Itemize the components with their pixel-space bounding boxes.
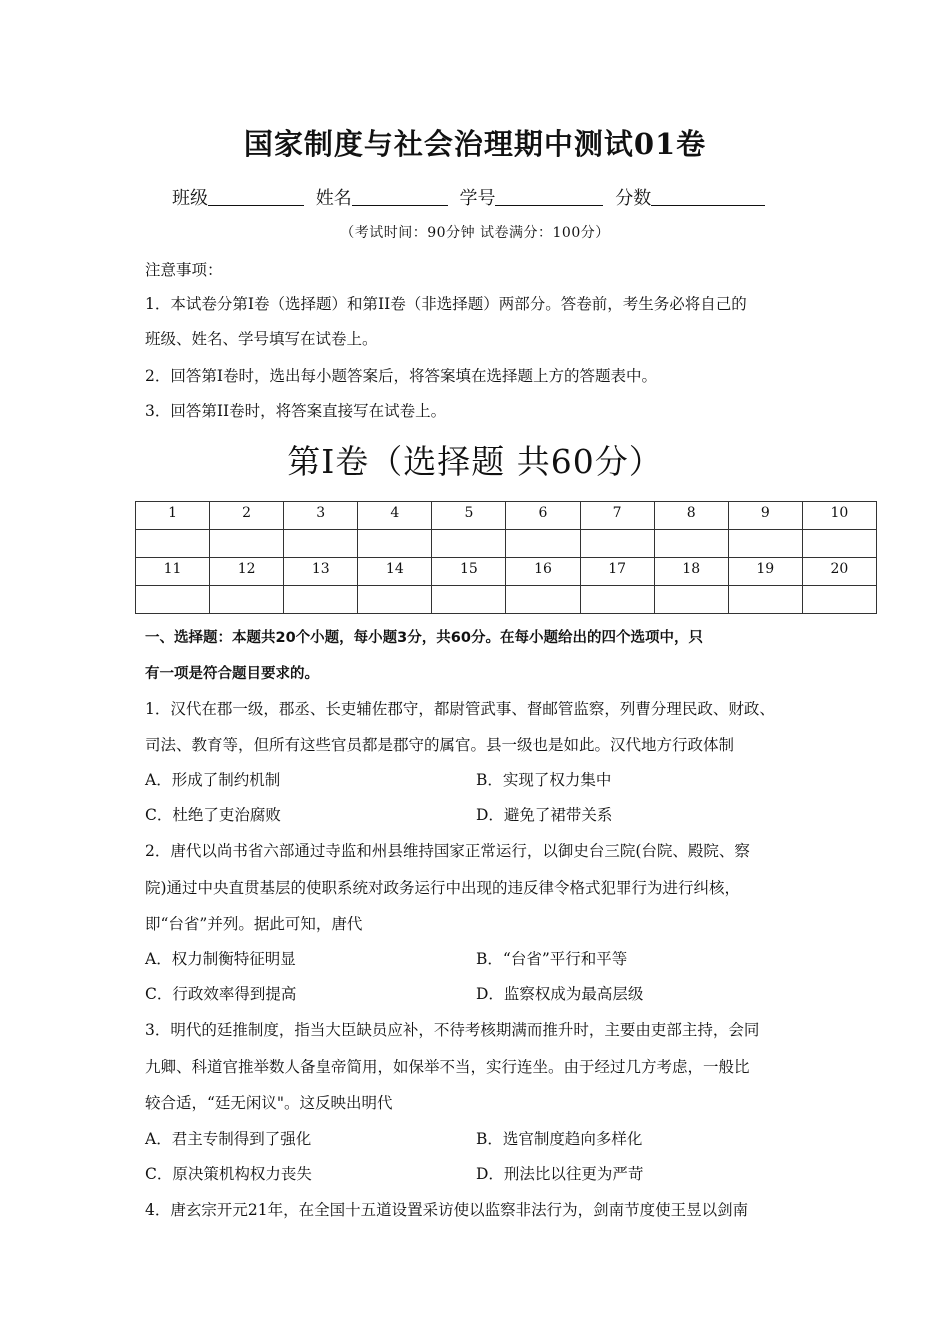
answer-cell[interactable] [358, 586, 432, 614]
id-label: 学号 [459, 188, 496, 209]
q2-option-d[interactable]: D．监察权成为最高层级 [476, 985, 644, 1003]
notice-heading: 注意事项： [145, 261, 223, 279]
question-number: 18 [654, 558, 728, 586]
answer-blank-row [136, 586, 877, 614]
question-number: 6 [506, 502, 580, 530]
answer-cell[interactable] [210, 530, 284, 558]
q1-option-b[interactable]: B．实现了权力集中 [476, 771, 612, 789]
answer-cell[interactable] [284, 586, 358, 614]
answer-cell[interactable] [654, 530, 728, 558]
score-blank[interactable] [651, 189, 765, 206]
answer-cell[interactable] [506, 586, 580, 614]
q2-option-a[interactable]: A．权力制衡特征明显 [145, 950, 296, 968]
question-number: 5 [432, 502, 506, 530]
question-4-stem: 4．唐玄宗开元21年，在全国十五道设置采访使以监察非法行为，剑南节度使王昱以剑南 [145, 1201, 749, 1219]
q1-option-d[interactable]: D．避免了裙带关系 [476, 806, 613, 824]
answer-cell[interactable] [432, 586, 506, 614]
class-blank[interactable] [208, 189, 304, 206]
question-number: 4 [358, 502, 432, 530]
answer-cell[interactable] [580, 530, 654, 558]
question-number: 8 [654, 502, 728, 530]
q1-option-a[interactable]: A．形成了制约机制 [145, 771, 281, 789]
answer-cell[interactable] [506, 530, 580, 558]
question-number: 13 [284, 558, 358, 586]
class-label: 班级 [172, 188, 208, 209]
answer-cell[interactable] [210, 586, 284, 614]
question-number: 2 [210, 502, 284, 530]
answer-cell[interactable] [432, 530, 506, 558]
answer-number-row [136, 558, 877, 586]
exam-time: （考试时间：90分钟 试卷满分：100分） [340, 225, 610, 241]
answer-cell[interactable] [802, 530, 876, 558]
question-number: 9 [728, 502, 802, 530]
question-2-stem: 即“台省”并列。据此可知，唐代 [145, 915, 363, 933]
answer-cell[interactable] [654, 586, 728, 614]
question-3-stem: 九卿、科道官推举数人备皇帝简用，如保举不当，实行连坐。由于经过几方考虑，一般比 [145, 1058, 750, 1076]
question-number: 11 [136, 558, 210, 586]
notice-line: 班级、姓名、学号填写在试卷上。 [145, 330, 378, 348]
answer-cell[interactable] [580, 586, 654, 614]
answer-cell[interactable] [358, 530, 432, 558]
q3-option-c[interactable]: C．原决策机构权力丧失 [145, 1165, 312, 1183]
q3-option-b[interactable]: B．选官制度趋向多样化 [476, 1130, 643, 1148]
name-blank[interactable] [352, 189, 448, 206]
exam-title: 国家制度与社会治理期中测试01卷 [243, 127, 707, 161]
score-label: 分数 [615, 188, 652, 209]
question-number: 17 [580, 558, 654, 586]
answer-cell[interactable] [728, 530, 802, 558]
q3-option-d[interactable]: D．刑法比以往更为严苛 [476, 1165, 644, 1183]
name-label: 姓名 [315, 188, 352, 209]
question-number: 20 [802, 558, 876, 586]
answer-number-row [136, 502, 877, 530]
question-number: 3 [284, 502, 358, 530]
notice-line: 1．本试卷分第I卷（选择题）和第II卷（非选择题）两部分。答卷前，考生务必将自己的 [145, 295, 747, 313]
question-number: 15 [432, 558, 506, 586]
q3-option-a[interactable]: A．君主专制得到了强化 [145, 1130, 312, 1148]
question-3-stem: 3．明代的廷推制度，指当大臣缺员应补，不待考核期满而推升时，主要由吏部主持，会同 [145, 1021, 760, 1039]
question-number: 10 [802, 502, 876, 530]
answer-cell[interactable] [284, 530, 358, 558]
section-title: 第I卷（选择题 共60分） [287, 442, 663, 481]
question-2-stem: 院)通过中央直贯基层的使职系统对政务运行中出现的违反律令格式犯罪行为进行纠核， [145, 879, 741, 897]
answer-cell[interactable] [728, 586, 802, 614]
answer-cell[interactable] [136, 586, 210, 614]
answer-blank-row [136, 530, 877, 558]
question-1-stem: 司法、教育等，但所有这些官员都是郡守的属官。县一级也是如此。汉代地方行政体制 [145, 736, 735, 754]
question-3-stem: 较合适，“廷无闲议"。这反映出明代 [145, 1094, 393, 1112]
id-blank[interactable] [495, 189, 603, 206]
question-number: 1 [136, 502, 210, 530]
instructions-line: 有一项是符合题目要求的。 [145, 666, 319, 682]
question-number: 19 [728, 558, 802, 586]
question-2-stem: 2．唐代以尚书省六部通过寺监和州县维持国家正常运行，以御史台三院(台院、殿院、察 [145, 842, 750, 860]
answer-cell[interactable] [802, 586, 876, 614]
instructions-line: 一、选择题：本题共20个小题，每小题3分，共60分。在每小题给出的四个选项中，只 [145, 630, 703, 646]
answer-table [135, 501, 877, 614]
q1-option-c[interactable]: C．杜绝了吏治腐败 [145, 806, 281, 824]
question-number: 12 [210, 558, 284, 586]
q2-option-c[interactable]: C．行政效率得到提高 [145, 985, 297, 1003]
question-number: 14 [358, 558, 432, 586]
question-1-stem: 1．汉代在郡一级，郡丞、长吏辅佐郡守，都尉管武事、督邮管监察，列曹分理民政、财政、 [145, 700, 775, 718]
notice-line: 3．回答第II卷时，将答案直接写在试卷上。 [145, 402, 447, 420]
question-number: 7 [580, 502, 654, 530]
notice-line: 2．回答第I卷时，选出每小题答案后，将答案填在选择题上方的答题表中。 [145, 367, 657, 385]
student-info-row [172, 184, 792, 210]
question-number: 16 [506, 558, 580, 586]
answer-cell[interactable] [136, 530, 210, 558]
q2-option-b[interactable]: B．“台省”平行和平等 [476, 950, 628, 968]
